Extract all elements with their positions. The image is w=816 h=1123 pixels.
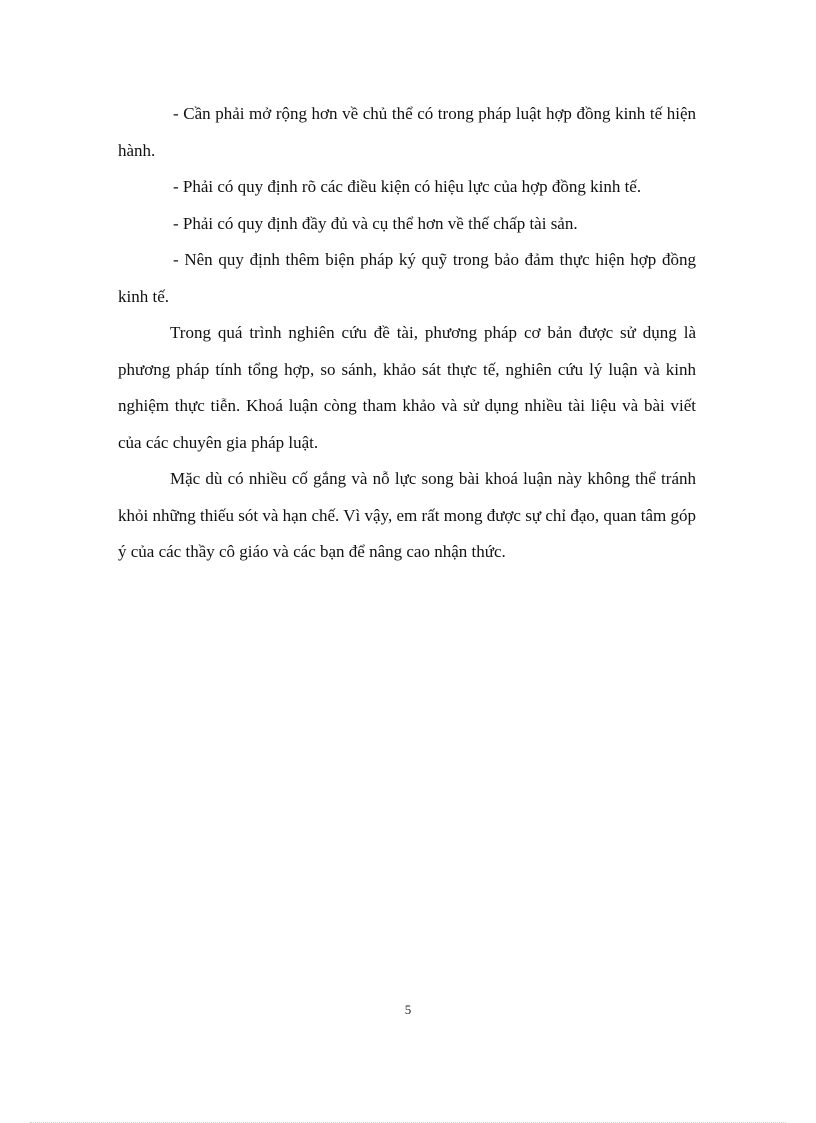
bullet-paragraph-validity-conditions: - Phải có quy định rõ các điều kiện có hiệu lực của hợp đồng kinh tế. — [173, 177, 642, 196]
bullet-paragraph-mortgage: - Phải có quy định đầy đủ và cụ thể hơn về thế chấp tài sản. — [173, 213, 578, 233]
page-number: 5 — [404, 1002, 412, 1017]
bullet-paragraph-deposit: - Nên quy định thêm biện pháp ký quỹ trong bảo đảm thực hiện hợp đồng kinh tế. — [118, 250, 696, 306]
body-text — [118, 96, 696, 571]
bullet-paragraph-subjects: - Cần phải mở rộng hơn về chủ thể có trong pháp luật hợp đồng kinh tế hiện hành. — [118, 104, 696, 160]
paragraph-closing: Mặc dù có nhiều cố gắng và nỗ lực song bài khoá luận này không thể tránh khỏi những thiếu sót và hạn chế. Vì vậy, em rất mong được sự chỉ đạo, quan tâm góp ý của các thầy cô giáo và các bạn để nâng cao nhận thức. — [118, 469, 696, 561]
paragraph-research-method: Trong quá trình nghiên cứu đề tài, phương pháp cơ bản được sử dụng là phương pháp tính tổng hợp, so sánh, khảo sát thực tế, nghiên cứu lý luận và kinh nghiệm thực tiễn. Khoá luận còng tham khảo và sử dụng nhiều tài liệu và bài viết của các chuyên gia pháp luật. — [118, 323, 696, 452]
